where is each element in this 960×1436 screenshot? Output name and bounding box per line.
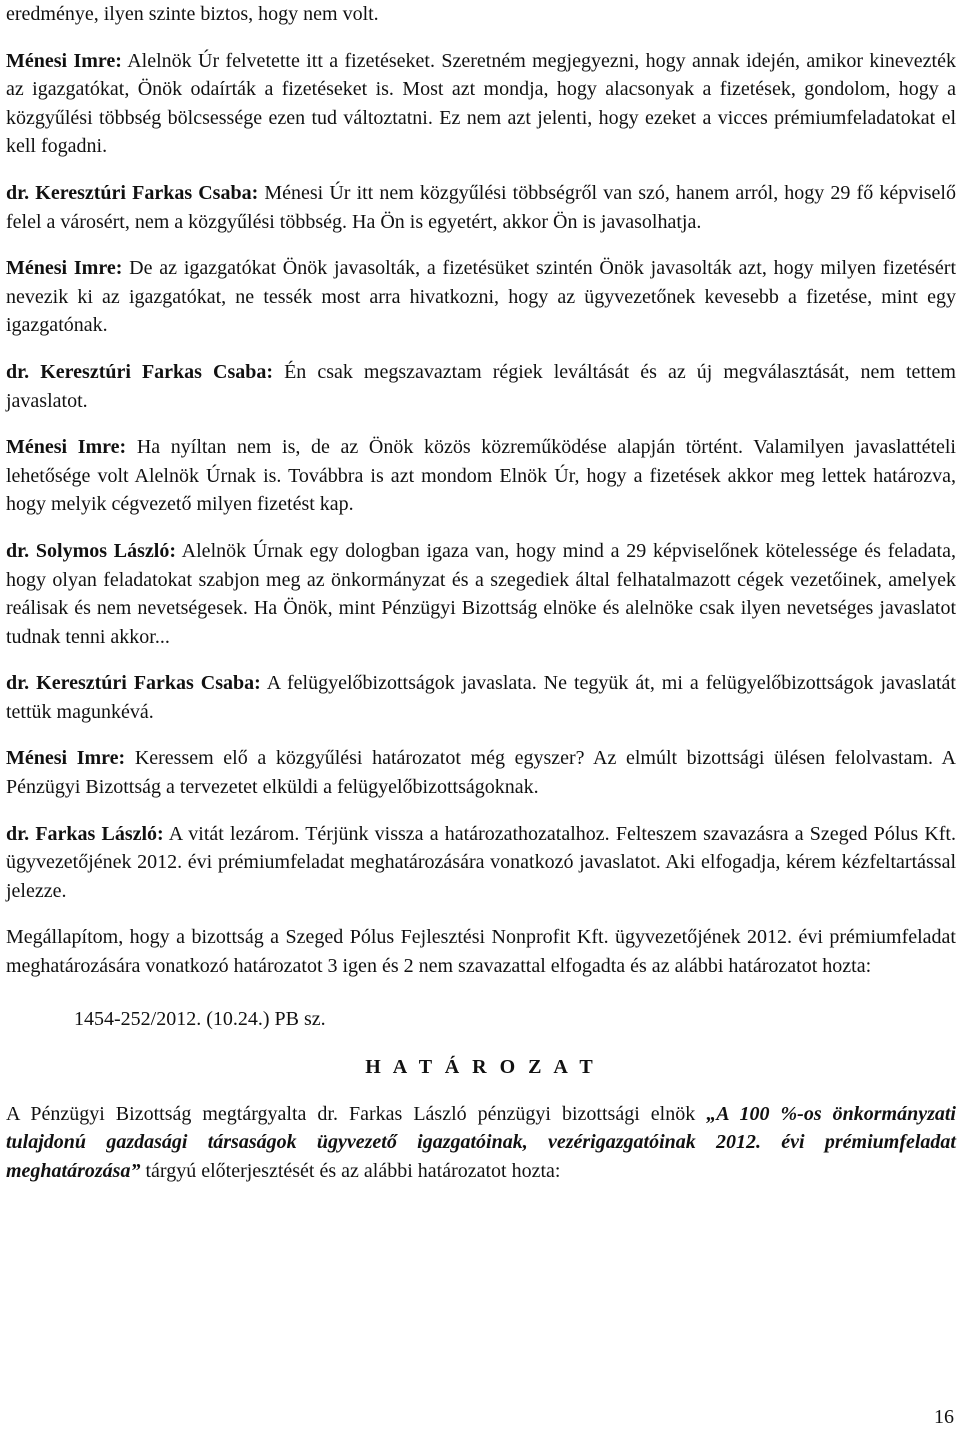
paragraph [6,537,956,651]
paragraph [6,744,956,801]
resolution-lead: A Pénzügyi Bizottság megtárgyalta dr. Farkas László pénzügyi bizottsági elnök [6,1102,707,1125]
speaker-name: Ménesi Imre: [6,257,123,280]
paragraph [6,0,956,29]
paragraph [6,358,956,415]
speaker-name: dr. Keresztúri Farkas Csaba: [6,672,261,695]
speaker-name: dr. Keresztúri Farkas Csaba: [6,181,259,204]
page-number: 16 [934,1406,954,1428]
paragraph-text: Alelnök Úrnak egy dologban igaza van, hogy mind a 29 képviselőnek kötelessége és feladata, hogy olyan feladatokat szabjon meg az önkormányzat és a szegediek által felhatalmazott cégek vezetőinek, amelyek reálisak és nem nevetségesek. Ha Önök, mint Pénzügyi Bizottság elnöke és alelnöke csak ilyen nevetséges javaslatot tudnak tenni akkor... [6,539,956,648]
speaker-name: dr. Solymos László: [6,539,177,562]
resolution-heading: H A T Á R O Z A T [365,1056,597,1079]
paragraph [6,254,956,340]
paragraph-text: De az igazgatókat Önök javasolták, a fizetésüket szintén Önök javasolták azt, hogy milyen fizetésért nevezik ki az igazgatókat, ne tessék most arra hivatkozni, hogy az ügyvezetőnek kevesebb a fizetése, mint egy igazgatónak. [6,257,957,337]
paragraph-text: Ha nyíltan nem is, de az Önök közös közreműködése alapján történt. Valamilyen javaslattételi lehetősége volt Alelnök Úrnak is. Továbbra is azt mondom Elnök Úr, hogy a fizetések akkor meg lettek határozva, hogy melyik cégvezető milyen fizetést kap. [6,436,956,516]
speaker-name: Ménesi Imre: [6,436,127,459]
resolution-tail: tárgyú előterjesztését és az alábbi határozatot hozta: [140,1160,561,1182]
paragraph [6,923,956,980]
paragraph [6,433,956,519]
paragraph-text: Én csak megszavaztam régiek leváltását és az új megválasztását, nem tettem javaslatot. [6,360,956,412]
paragraph-text: A felügyelőbizottságok javaslata. Ne tegyük át, mi a felügyelőbizottságok javaslatát tettük magunkévá. [6,672,956,723]
document-page [6,0,956,1186]
speaker-name: dr. Farkas László: [6,822,164,845]
paragraph [6,820,956,906]
paragraph [6,669,956,726]
paragraph [6,179,956,236]
paragraph-text: Megállapítom, hogy a bizottság a Szeged Pólus Fejlesztési Nonprofit Kft. ügyvezetőjének 2012. évi prémiumfeladat meghatározására vonatkozó határozatot 3 igen és 2 nem szavazattal elfogadta és az alábbi határozatot hozta: [6,926,956,978]
paragraph [6,47,956,161]
paragraph-text: Keressem elő a közgyűlési határozatot még egyszer? Az elmúlt bizottsági ülésen felolvastam. A Pénzügyi Bizottság a tervezetet elküldi a felügyelőbizottságoknak. [6,747,956,799]
proposal-title: „A 100 %-os önkormányzati tulajdonú gazdasági társaságok ügyvezető igazgatóinak, vezérigazgatóinak 2012. évi prémiumfeladat meghatározása” [6,1102,956,1182]
speaker-name: Ménesi Imre: [6,49,122,72]
speaker-name: dr. Keresztúri Farkas Csaba: [6,360,274,383]
speaker-name: Ménesi Imre: [6,747,126,770]
paragraph-text: Ménesi Úr itt nem közgyűlési többségről van szó, hanem arról, hogy 29 fő képviselő felel a városért, nem a közgyűlési többség. Ha Ön is egyetért, akkor Ön is javasolhatja. [6,181,956,233]
paragraph-text: eredménye, ilyen szinte biztos, hogy nem volt. [6,3,379,25]
paragraph-text: A vitát lezárom. Térjünk vissza a határozathozatalhoz. Felteszem szavazásra a Szeged Pólus Kft. ügyvezetőjének 2012. évi prémiumfeladat meghatározására vonatkozó javaslatot. Aki elfogadja, kérem kézfeltartással jelezze. [6,822,956,902]
resolution-reference: 1454-252/2012. (10.24.) PB sz. [74,1007,326,1030]
resolution-text [6,1100,956,1186]
paragraph-text: Alelnök Úr felvetette itt a fizetéseket. Szeretném megjegyezni, hogy annak idején, amikor kinevezték az igazgatókat, Önök odaírták a fizetéseket is. Most azt mondja, hogy alacsonyak a fizetések, gondolom, hogy a közgyűlési többség bölcsessége ezen tud változtatni. Ez nem azt jelenti, hogy ezeket a vicces prémiumfeladatokat el kell fogadni. [6,49,956,158]
